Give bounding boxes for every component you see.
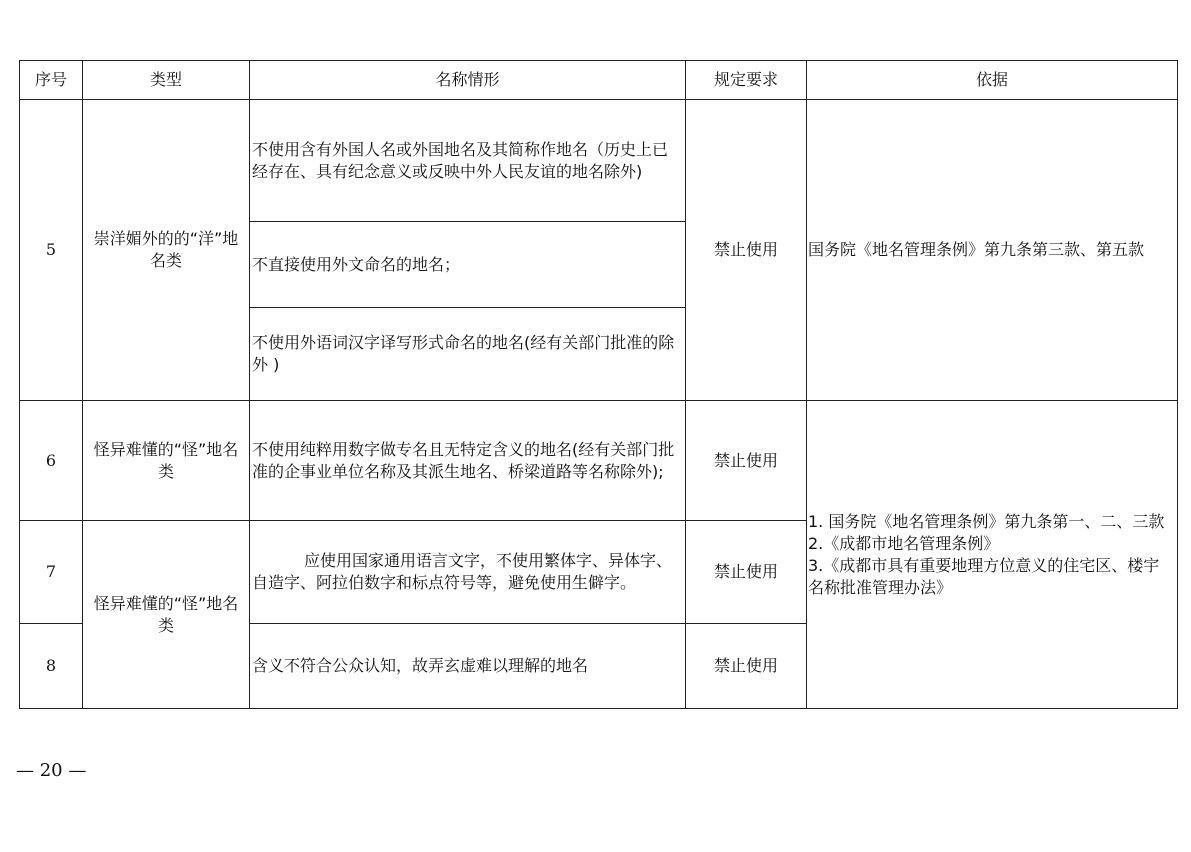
row-type: 怪异难懂的“怪”地名类 [83, 521, 250, 709]
page-number: — 20 — [16, 760, 87, 781]
row-case: 不使用含有外国人名或外国地名及其简称作地名（历史上已经存在、具有纪念意义或反映中外人民友谊的地名除外) [250, 100, 686, 222]
basis-item: 1. 国务院《地名管理条例》第九条第一、二、三款 [808, 511, 1165, 531]
header-case: 名称情形 [250, 61, 686, 100]
header-basis: 依据 [807, 61, 1178, 100]
row-requirement: 禁止使用 [686, 624, 807, 709]
basis-item: 3.《成都市具有重要地理方位意义的住宅区、楼宇名称批准管理办法》 [808, 555, 1160, 597]
row-case-text: 应使用国家通用语言文字，不使用繁体字、异体字、自造字、阿拉伯数字和标点符号等，避免使用生僻字。 [252, 551, 673, 592]
row-type: 崇洋媚外的的“洋”地名类 [83, 100, 250, 401]
row-requirement: 禁止使用 [686, 401, 807, 521]
row-basis [807, 401, 1178, 709]
row-case: 不直接使用外文命名的地名； [250, 222, 686, 308]
row-number: 7 [20, 521, 83, 624]
header-requirement: 规定要求 [686, 61, 807, 100]
table-row [20, 100, 1178, 222]
row-basis: 国务院《地名管理条例》第九条第三款、第五款 [807, 100, 1178, 401]
row-case: 不使用纯粹用数字做专名且无特定含义的地名(经有关部门批准的企事业单位名称及其派生地名、桥梁道路等名称除外); [250, 401, 686, 521]
row-number: 5 [20, 100, 83, 401]
row-requirement: 禁止使用 [686, 521, 807, 624]
basis-item: 2.《成都市地名管理条例》 [808, 533, 1000, 553]
table-header-row [20, 61, 1178, 100]
header-no: 序号 [20, 61, 83, 100]
header-type: 类型 [83, 61, 250, 100]
row-case: 含义不符合公众认知，故弄玄虚难以理解的地名 [250, 624, 686, 709]
row-number: 6 [20, 401, 83, 521]
row-requirement: 禁止使用 [686, 100, 807, 401]
row-type: 怪异难懂的“怪”地名类 [83, 401, 250, 521]
table-row [20, 401, 1178, 521]
row-number: 8 [20, 624, 83, 709]
row-case: 不使用外语词汉字译写形式命名的地名(经有关部门批准的除外 ) [250, 308, 686, 401]
row-case [250, 521, 686, 624]
place-name-rules-table [19, 60, 1178, 709]
